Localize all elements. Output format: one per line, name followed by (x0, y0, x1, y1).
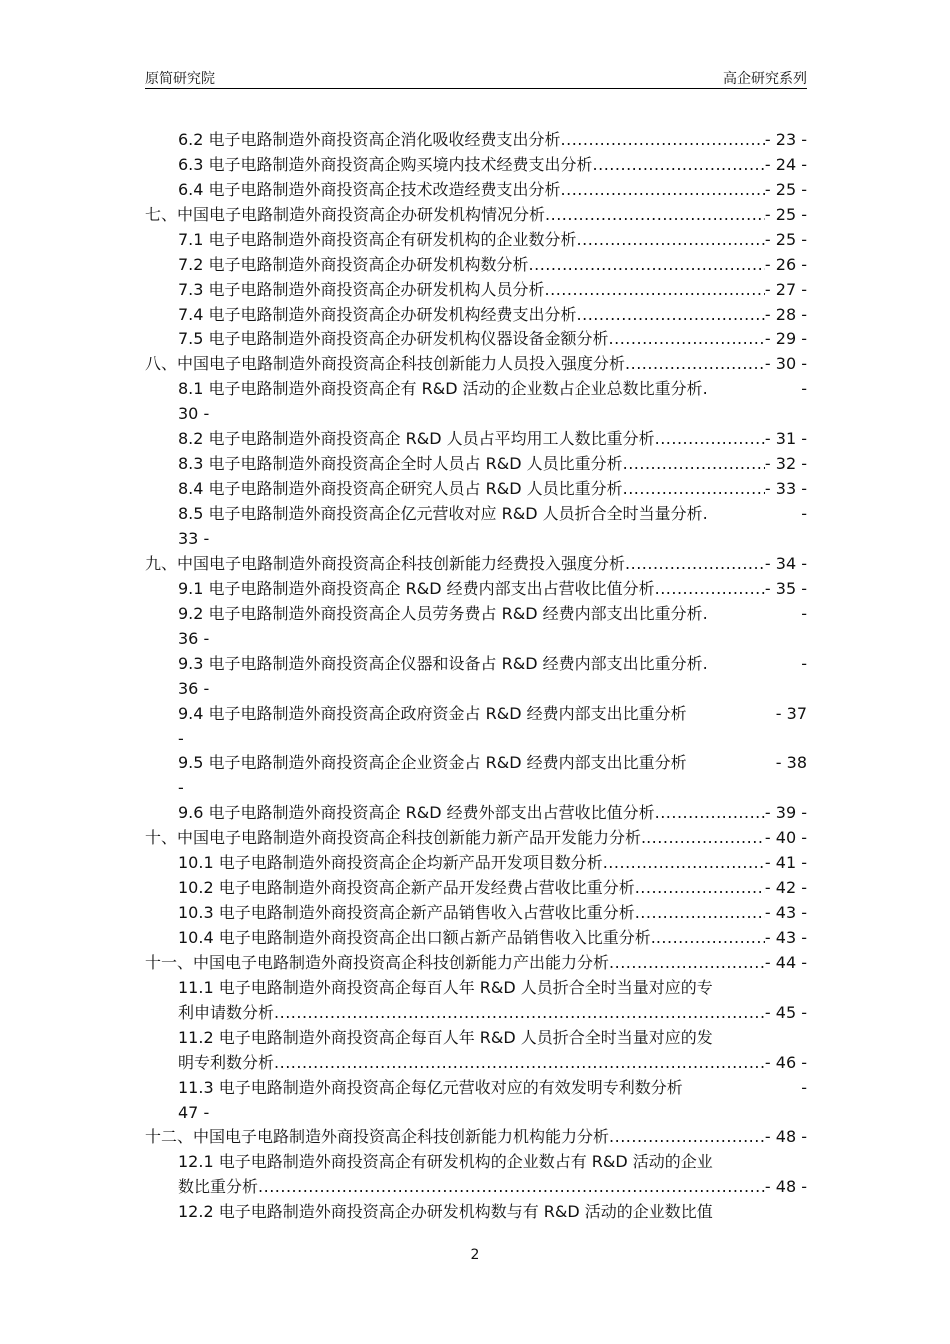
toc-entry[interactable] (145, 1200, 807, 1225)
toc-entry-title: 7.5 电子电路制造外商投资高企办研发机构仪器设备金额分析 (178, 329, 609, 349)
toc-entry-page: - 30 - (764, 354, 807, 374)
toc-entry-title: 11.3 电子电路制造外商投资高企每亿元营收对应的有效发明专利数分析 (178, 1077, 683, 1097)
toc-entry-title: 9.3 电子电路制造外商投资高企仪器和设备占 R&D 经费内部支出比重分析. (178, 653, 708, 673)
toc-entry-title: 8.3 电子电路制造外商投资高企全时人员占 R&D 人员比重分析 (178, 454, 623, 474)
toc-leader-dots (635, 901, 765, 926)
toc-entry-page: - 45 - (764, 1002, 807, 1022)
toc-entry[interactable] (145, 1076, 807, 1101)
toc-entry-page: - 40 - (764, 828, 807, 848)
toc-leader-dots (635, 876, 765, 901)
toc-entry-title-cont: 利申请数分析 (178, 1002, 275, 1022)
toc-entry-title: 6.2 电子电路制造外商投资高企消化吸收经费支出分析 (178, 129, 561, 149)
toc-leader-dots (545, 203, 765, 228)
toc-entry-continuation (145, 1001, 807, 1026)
header-divider (145, 88, 807, 89)
toc-entry-page: - 29 - (764, 329, 807, 349)
toc-entry[interactable] (145, 452, 807, 477)
toc-entry-title: 6.3 电子电路制造外商投资高企购买境内技术经费支出分析 (178, 154, 593, 174)
toc-entry[interactable] (145, 328, 807, 353)
toc-leader-dots (655, 801, 765, 826)
toc-entry[interactable] (145, 153, 807, 178)
toc-entry-title: 10.3 电子电路制造外商投资高企新产品销售收入占营收比重分析 (178, 903, 635, 923)
table-of-contents (145, 128, 807, 1225)
toc-entry-page: - 23 - (764, 129, 807, 149)
toc-entry-page: - 41 - (764, 853, 807, 873)
toc-entry[interactable] (145, 352, 807, 377)
toc-entry-title: 十二、中国电子电路制造外商投资高企科技创新能力机构能力分析 (145, 1127, 610, 1147)
toc-entry-page: - 27 - (764, 279, 807, 299)
toc-entry-title: 8.5 电子电路制造外商投资高企亿元营收对应 R&D 人员折合全时当量分析. (178, 504, 708, 524)
toc-entry-page: - 25 - (764, 204, 807, 224)
toc-entry[interactable] (145, 477, 807, 502)
toc-entry[interactable] (145, 702, 807, 727)
toc-entry[interactable] (145, 1150, 807, 1175)
toc-entry-page: - 28 - (764, 304, 807, 324)
toc-entry[interactable] (145, 552, 807, 577)
toc-entry-page: - (801, 653, 807, 673)
toc-entry-page: - 37 (775, 703, 807, 723)
toc-entry[interactable] (145, 228, 807, 253)
toc-entry[interactable] (145, 203, 807, 228)
toc-entry[interactable] (145, 926, 807, 951)
toc-entry[interactable] (145, 976, 807, 1001)
toc-entry-continuation: 47 - (178, 1102, 210, 1122)
toc-entry-page: - 31 - (764, 429, 807, 449)
toc-entry-title: 7.4 电子电路制造外商投资高企办研发机构经费支出分析 (178, 304, 577, 324)
toc-entry-title: 10.1 电子电路制造外商投资高企企均新产品开发项目数分析 (178, 853, 603, 873)
toc-entry[interactable] (145, 851, 807, 876)
toc-entry[interactable] (145, 303, 807, 328)
toc-entry[interactable] (145, 577, 807, 602)
toc-leader-dots (577, 303, 765, 328)
toc-entry-page: - 25 - (764, 229, 807, 249)
toc-leader-dots (545, 278, 765, 303)
toc-entry-title: 9.4 电子电路制造外商投资高企政府资金占 R&D 经费内部支出比重分析 (178, 703, 687, 723)
toc-entry-continuation: 36 - (178, 678, 210, 698)
toc-leader-dots (609, 1125, 765, 1150)
toc-entry-title: 12.2 电子电路制造外商投资高企办研发机构数与有 R&D 活动的企业数比值 (178, 1202, 713, 1222)
toc-entry-continuation: 36 - (178, 628, 210, 648)
toc-entry[interactable] (145, 253, 807, 278)
toc-leader-dots (274, 1051, 765, 1076)
toc-entry[interactable] (145, 602, 807, 627)
toc-entry[interactable] (145, 128, 807, 153)
toc-entry[interactable] (145, 377, 807, 402)
header-series-name: 高企研究系列 (723, 71, 807, 87)
toc-entry-page: - 43 - (764, 927, 807, 947)
toc-entry-title: 七、中国电子电路制造外商投资高企办研发机构情况分析 (145, 204, 546, 224)
toc-entry[interactable] (145, 826, 807, 851)
toc-leader-dots (603, 851, 765, 876)
toc-entry[interactable] (145, 951, 807, 976)
toc-leader-dots (625, 552, 765, 577)
toc-entry-title: 9.1 电子电路制造外商投资高企 R&D 经费内部支出占营收比值分析 (178, 578, 655, 598)
toc-entry-page: - 46 - (764, 1052, 807, 1072)
toc-entry[interactable] (145, 502, 807, 527)
toc-entry-title: 10.2 电子电路制造外商投资高企新产品开发经费占营收比重分析 (178, 878, 635, 898)
toc-entry-title: 8.4 电子电路制造外商投资高企研究人员占 R&D 人员比重分析 (178, 479, 623, 499)
toc-entry-continuation (145, 1175, 807, 1200)
toc-entry-page: - 48 - (764, 1127, 807, 1147)
toc-leader-dots (655, 427, 765, 452)
toc-entry-title: 9.2 电子电路制造外商投资高企人员劳务费占 R&D 经费内部支出比重分析. (178, 603, 708, 623)
toc-entry-page: - 25 - (764, 179, 807, 199)
toc-entry-page: - 33 - (764, 479, 807, 499)
toc-leader-dots (625, 352, 765, 377)
toc-leader-dots (561, 178, 765, 203)
toc-entry-page: - 48 - (764, 1177, 807, 1197)
toc-leader-dots (609, 951, 765, 976)
page-number: 2 (470, 1247, 480, 1263)
toc-entry[interactable] (145, 1026, 807, 1051)
toc-leader-dots (655, 577, 765, 602)
toc-entry-continuation: - (178, 728, 184, 748)
toc-entry-page: - 35 - (764, 578, 807, 598)
toc-entry-page: - 43 - (764, 903, 807, 923)
page-header (145, 66, 807, 90)
toc-entry-page: - (801, 603, 807, 623)
toc-entry-continuation: 30 - (178, 404, 210, 424)
toc-leader-dots (593, 153, 765, 178)
toc-entry-continuation (145, 1051, 807, 1076)
header-org-name: 原简研究院 (145, 71, 215, 87)
toc-entry-page: - (801, 379, 807, 399)
toc-entry[interactable] (145, 427, 807, 452)
toc-entry-page: - 24 - (764, 154, 807, 174)
toc-entry[interactable] (145, 876, 807, 901)
toc-leader-dots (258, 1175, 765, 1200)
toc-entry-title: 9.6 电子电路制造外商投资高企 R&D 经费外部支出占营收比值分析 (178, 803, 655, 823)
toc-leader-dots (656, 926, 765, 951)
toc-entry[interactable] (145, 652, 807, 677)
toc-entry-title-cont: 数比重分析 (178, 1177, 259, 1197)
toc-entry-title-cont: 明专利数分析 (178, 1052, 275, 1072)
toc-entry[interactable] (145, 178, 807, 203)
toc-entry-title: 9.5 电子电路制造外商投资高企企业资金占 R&D 经费内部支出比重分析 (178, 753, 687, 773)
toc-entry[interactable] (145, 1126, 807, 1151)
toc-entry-page: - 26 - (764, 254, 807, 274)
toc-leader-dots (646, 826, 765, 851)
toc-entry-page: - (801, 1077, 807, 1097)
toc-entry-title: 十、中国电子电路制造外商投资高企科技创新能力新产品开发能力分析. (145, 828, 647, 848)
toc-leader-dots (623, 452, 765, 477)
toc-entry-title: 6.4 电子电路制造外商投资高企技术改造经费支出分析 (178, 179, 561, 199)
toc-entry-title: 八、中国电子电路制造外商投资高企科技创新能力人员投入强度分析 (145, 354, 626, 374)
toc-entry-title: 10.4 电子电路制造外商投资高企出口额占新产品销售收入比重分析. (178, 927, 656, 947)
toc-entry-page: - 34 - (764, 553, 807, 573)
toc-leader-dots (577, 228, 765, 253)
toc-entry-continuation: - (178, 778, 184, 798)
toc-entry-page: - 42 - (764, 878, 807, 898)
toc-leader-dots (623, 477, 765, 502)
toc-entry-title: 7.2 电子电路制造外商投资高企办研发机构数分析 (178, 254, 529, 274)
toc-entry[interactable] (145, 751, 807, 776)
toc-entry-title: 7.3 电子电路制造外商投资高企办研发机构人员分析 (178, 279, 545, 299)
toc-entry-continuation: 33 - (178, 529, 210, 548)
toc-leader-dots (609, 327, 765, 352)
toc-entry-title: 九、中国电子电路制造外商投资高企科技创新能力经费投入强度分析 (145, 553, 626, 573)
toc-entry-page: - 32 - (764, 454, 807, 474)
toc-leader-dots (561, 128, 765, 153)
toc-leader-dots (274, 1001, 765, 1026)
toc-entry-title: 11.1 电子电路制造外商投资高企每百人年 R&D 人员折合全时当量对应的专 (178, 977, 713, 997)
toc-entry-title: 7.1 电子电路制造外商投资高企有研发机构的企业数分析 (178, 229, 577, 249)
toc-entry[interactable] (145, 901, 807, 926)
toc-entry-page: - 39 - (764, 803, 807, 823)
toc-entry-title: 十一、中国电子电路制造外商投资高企科技创新能力产出能力分析 (145, 952, 610, 972)
toc-entry-page: - 38 (775, 753, 807, 773)
toc-entry-title: 12.1 电子电路制造外商投资高企有研发机构的企业数占有 R&D 活动的企业 (178, 1152, 713, 1172)
toc-leader-dots (529, 253, 765, 278)
toc-entry-page: - (801, 504, 807, 524)
toc-entry-title: 8.1 电子电路制造外商投资高企有 R&D 活动的企业数占企业总数比重分析. (178, 379, 708, 399)
toc-entry[interactable] (145, 801, 807, 826)
toc-entry-title: 11.2 电子电路制造外商投资高企每百人年 R&D 人员折合全时当量对应的发 (178, 1027, 713, 1047)
toc-entry-title: 8.2 电子电路制造外商投资高企 R&D 人员占平均用工人数比重分析 (178, 429, 655, 449)
toc-entry[interactable] (145, 278, 807, 303)
toc-entry-page: - 44 - (764, 952, 807, 972)
